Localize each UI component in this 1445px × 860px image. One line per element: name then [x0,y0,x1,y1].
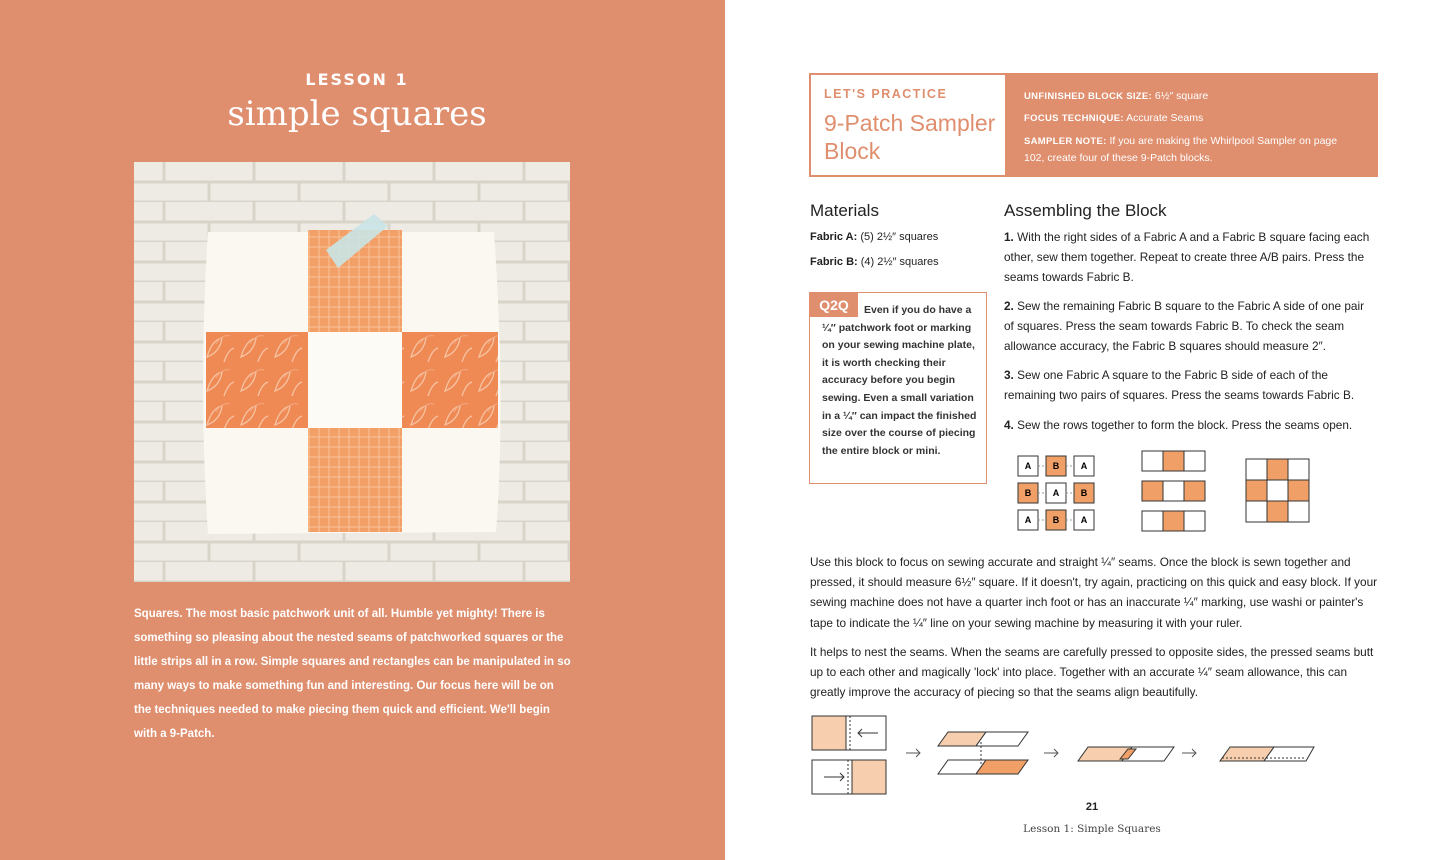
grid-label-a: A [1024,515,1032,525]
practice-details [1005,75,1376,175]
quilt-block-photo [134,162,570,582]
grid-label-a: A [1052,488,1060,498]
step-text: Sew one Fabric A square to the Fabric B side of each of the remaining two pairs of squares. Press the seams towards Fabric B. [1004,368,1355,402]
block-size-key: UNFINISHED BLOCK SIZE: [1024,91,1152,102]
grid-label-b: B [1052,461,1060,471]
step-number: 4. [1004,418,1014,432]
lesson-title: simple squares [227,94,487,134]
arrow-icon [1182,749,1196,757]
step-text: Sew the remaining Fabric B square to the Fabric A side of one pair of squares. Press the seam towards Fabric B. To check the seam allowance accuracy, the Fabric B squares should measure 2″. [1004,299,1365,353]
grid-label-a: A [1024,461,1032,471]
grid-label-b: B [1024,488,1032,498]
quilt-block-photo-illustration [134,162,570,582]
fabric-a-key: Fabric A: [810,231,858,243]
assembly-diagram [1010,448,1320,538]
step-number: 2. [1004,299,1014,313]
sewn-rows [1142,451,1205,531]
step-text: Sew the rows together to form the block. Press the seams open. [1017,418,1353,432]
tip-box [809,292,987,484]
sampler-note-key: SAMPLER NOTE: [1024,136,1107,147]
step-number: 1. [1004,230,1014,244]
assembly-step-4 [1004,415,1376,435]
block-size-value: 6½″ square [1154,90,1209,102]
pressed-units [812,716,886,794]
practice-box [809,73,1378,177]
tip-text: Even if you do have a ¼″ patchwork foot or marking on your sewing machine plate, it is worth checking their accuracy before you begin sewing. Even a small variation in a ¼″ can impact the finished size over the course of piecing the entire block or mini. [822,304,977,457]
grid-label-a: A [1080,461,1088,471]
grid-label-b: B [1052,515,1060,525]
seam-nesting-diagram [810,712,1315,798]
body-paragraph-2: It helps to nest the seams. When the seams are carefully pressed to opposite sides, the pressed seams butt up to each other and magically 'lock' into place. Together with an accurate ¼″ seam allowance, this can greatly improve the accuracy of piecing so that the seams align beautifully. [810,645,1374,700]
step-number: 3. [1004,368,1014,382]
fabric-a-value: (5) 2½″ squares [860,231,939,243]
grid-label-a: A [1080,515,1088,525]
running-head: Lesson 1: Simple Squares [1023,823,1161,835]
nesting-units [938,732,1028,774]
lesson-label: LESSON 1 [305,70,409,89]
materials-fabric-b [810,256,939,268]
finished-block [1246,459,1309,522]
arrow-icon [1044,749,1058,757]
focus-key: FOCUS TECHNIQUE: [1024,113,1124,124]
fabric-b-key: Fabric B: [810,256,858,268]
arrow-icon [906,749,920,757]
practice-kicker: LET'S PRACTICE [824,87,948,101]
materials-fabric-a [810,231,938,243]
assembly-step-3 [1004,365,1376,405]
body-paragraph-1: Use this block to focus on sewing accurate and straight ¼″ seams. Once the block is sewn together and pressed, it should measure 6½″ square. If it doesn't, try again, practicing on this quick and easy block. If your sewing machine does not have a quarter inch foot or has an inaccurate ¼″ marking, use washi or painter's tape to indicate the ¼″ line on your sewing machine by measuring it with your ruler. [810,555,1378,630]
practice-title: 9-Patch Sampler Block [824,110,996,164]
tip-tag: Q2Q [810,293,858,317]
fabric-b-value: (4) 2½″ squares [860,256,939,268]
grid-label-b: B [1080,488,1088,498]
sewn-seam [1220,747,1314,761]
focus-value: Accurate Seams [1126,112,1204,124]
labeled-grid [1018,456,1094,530]
sampler-note-value: If you are making the Whirlpool Sampler on page 102, create four of these 9-Patch blocks. [1024,135,1338,164]
assembly-step-1 [1004,227,1376,287]
page-number: 21 [1085,801,1099,813]
assembly-step-2 [1004,296,1376,356]
nested-seam [1078,747,1174,761]
step-text: With the right sides of a Fabric A and a Fabric B square facing each other, sew them together. Repeat to create three A/B pairs. Press the seams towards Fabric B. [1004,230,1370,284]
assembly-heading: Assembling the Block [1004,201,1167,220]
intro-paragraph: Squares. The most basic patchwork unit of all. Humble yet mighty! There is something so pleasing about the nested seams of patchworked squares or the little strips all in a row. Simple squares and rectangles can be manipulated in so many ways to make something fun and interesting. Our focus here will be on the techniques needed to make piecing them quick and efficient. We'll begin with a 9-Patch. [134,608,571,740]
materials-heading: Materials [810,201,879,220]
practice-heading [811,75,1005,175]
